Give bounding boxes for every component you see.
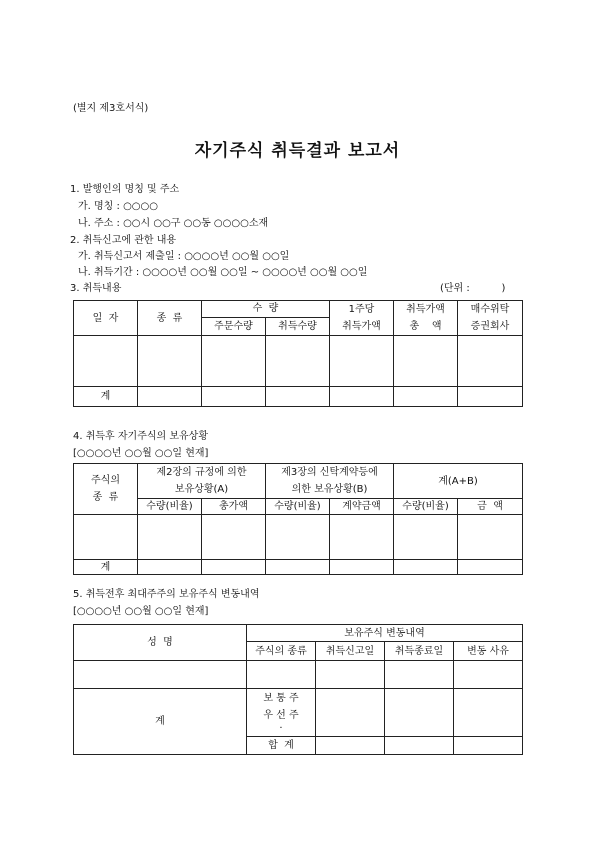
section2-heading: 2. 취득신고에 관한 내용 bbox=[70, 235, 177, 246]
holdings-a-line1: 제2장의 규정에 의한 bbox=[156, 467, 247, 478]
table-cell[interactable] bbox=[266, 515, 330, 560]
broker-line2: 증권회사 bbox=[470, 321, 510, 332]
table-cell[interactable] bbox=[202, 336, 266, 387]
table-cell[interactable] bbox=[316, 737, 385, 755]
table-cell[interactable] bbox=[74, 336, 138, 387]
col-holdings-b bbox=[266, 464, 394, 499]
table-cell[interactable] bbox=[458, 515, 523, 560]
col-acquired-qty: 취득수량 bbox=[266, 317, 330, 335]
table-cell[interactable] bbox=[394, 515, 458, 560]
holdings-a-line2: 보유상황(A) bbox=[174, 484, 229, 495]
document-title: 자기주식 취득결과 보고서 bbox=[194, 141, 401, 161]
table-cell[interactable] bbox=[316, 661, 385, 689]
table-cell[interactable] bbox=[454, 689, 523, 737]
col-sum-amount: 금 액 bbox=[458, 499, 523, 515]
table-cell[interactable] bbox=[330, 560, 394, 575]
issuer-name: 가. 명칭 : ○○○○ bbox=[78, 201, 158, 212]
sum-label: 합 계 bbox=[247, 737, 316, 755]
table-cell[interactable] bbox=[394, 336, 458, 387]
section1-heading: 1. 발행인의 명칭 및 주소 bbox=[70, 184, 180, 195]
col-holdings-sum: 계(A+B) bbox=[394, 464, 523, 499]
table-cell[interactable] bbox=[266, 560, 330, 575]
col-per-share-price bbox=[330, 301, 394, 336]
table-cell[interactable] bbox=[247, 661, 316, 689]
col-report-date: 취득신고일 bbox=[316, 642, 385, 661]
section3-heading: 3. 취득내용 bbox=[70, 283, 122, 294]
table-cell[interactable] bbox=[138, 336, 202, 387]
col-a-qty: 수량(비율) bbox=[138, 499, 202, 515]
per-share-line2: 취득가액 bbox=[342, 321, 381, 332]
table-cell[interactable] bbox=[202, 515, 266, 560]
holdings-b-line2: 의한 보유상황(B) bbox=[291, 484, 368, 495]
table-cell[interactable] bbox=[74, 515, 138, 560]
table-cell[interactable] bbox=[330, 515, 394, 560]
table-cell[interactable] bbox=[454, 737, 523, 755]
table-cell[interactable] bbox=[138, 515, 202, 560]
common-share-label: 보 통 주 bbox=[263, 693, 299, 704]
col-date: 일 자 bbox=[74, 301, 138, 336]
continuation-dot: · bbox=[279, 723, 283, 734]
table-cell[interactable] bbox=[458, 560, 523, 575]
table-cell[interactable] bbox=[458, 336, 523, 387]
total-row-label: 계 bbox=[74, 560, 138, 575]
share-kinds-list bbox=[247, 689, 316, 737]
col-order-qty: 주문수량 bbox=[202, 317, 266, 335]
acquisition-period: 나. 취득기간 : ○○○○년 ○○월 ○○일 ~ ○○○○년 ○○월 ○○일 bbox=[78, 267, 368, 278]
col-kind: 종 류 bbox=[138, 301, 202, 336]
holdings-b-line1: 제3장의 신탁계약등에 bbox=[281, 467, 378, 478]
col-holdings-a bbox=[138, 464, 266, 499]
col-total-price bbox=[394, 301, 458, 336]
table-cell[interactable] bbox=[74, 661, 247, 689]
issuer-address: 나. 주소 : ○○시 ○○구 ○○동 ○○○○소재 bbox=[78, 218, 269, 229]
filing-date: 가. 취득신고서 제출일 : ○○○○년 ○○월 ○○일 bbox=[78, 251, 290, 262]
table-cell[interactable] bbox=[266, 387, 330, 407]
col-b-contract-amount: 계약금액 bbox=[330, 499, 394, 515]
per-share-line1: 1주당 bbox=[348, 304, 375, 315]
col-share-kind bbox=[74, 464, 138, 515]
col-quantity: 수 량 bbox=[202, 301, 330, 318]
share-kind-line2: 종 류 bbox=[92, 492, 119, 503]
table-cell[interactable] bbox=[202, 387, 266, 407]
holdings-table bbox=[73, 463, 523, 575]
broker-line1: 매수위탁 bbox=[470, 304, 510, 315]
total-price-line2: 총 액 bbox=[409, 321, 442, 332]
table-cell[interactable] bbox=[202, 560, 266, 575]
table-cell[interactable] bbox=[385, 661, 454, 689]
unit-label: (단위 : ) bbox=[440, 283, 506, 294]
share-kind-line1: 주식의 bbox=[91, 475, 120, 486]
table-cell[interactable] bbox=[316, 689, 385, 737]
col-b-qty: 수량(비율) bbox=[266, 499, 330, 515]
col-name: 성 명 bbox=[74, 625, 247, 661]
col-reason: 변동 사유 bbox=[454, 642, 523, 661]
total-row-label: 계 bbox=[74, 387, 138, 407]
table-cell[interactable] bbox=[138, 560, 202, 575]
total-row-label: 계 bbox=[74, 689, 247, 755]
preferred-share-label: 우 선 주 bbox=[263, 710, 299, 721]
table-cell[interactable] bbox=[330, 387, 394, 407]
col-broker bbox=[458, 301, 523, 336]
section5-heading: 5. 취득전후 최대주주의 보유주식 변동내역 bbox=[73, 589, 260, 600]
col-a-total-value: 총가액 bbox=[202, 499, 266, 515]
major-shareholder-table bbox=[73, 624, 523, 755]
section4-as-of: [○○○○년 ○○월 ○○일 현재] bbox=[73, 448, 209, 459]
col-share-kind: 주식의 종류 bbox=[247, 642, 316, 661]
table-cell[interactable] bbox=[394, 560, 458, 575]
table-cell[interactable] bbox=[266, 336, 330, 387]
section4-heading: 4. 취득후 자기주식의 보유상황 bbox=[73, 431, 208, 442]
acquisition-table bbox=[73, 300, 523, 407]
col-end-date: 취득종료일 bbox=[385, 642, 454, 661]
form-number-label: (별지 제3호서식) bbox=[73, 103, 149, 114]
table-cell[interactable] bbox=[385, 737, 454, 755]
table-cell[interactable] bbox=[394, 387, 458, 407]
table-cell[interactable] bbox=[458, 387, 523, 407]
table-cell[interactable] bbox=[138, 387, 202, 407]
table-cell[interactable] bbox=[330, 336, 394, 387]
table-cell[interactable] bbox=[385, 689, 454, 737]
col-share-changes: 보유주식 변동내역 bbox=[247, 625, 523, 642]
total-price-line1: 취득가액 bbox=[406, 304, 445, 315]
col-sum-qty: 수량(비율) bbox=[394, 499, 458, 515]
table-cell[interactable] bbox=[454, 661, 523, 689]
section5-as-of: [○○○○년 ○○월 ○○일 현재] bbox=[73, 606, 209, 617]
